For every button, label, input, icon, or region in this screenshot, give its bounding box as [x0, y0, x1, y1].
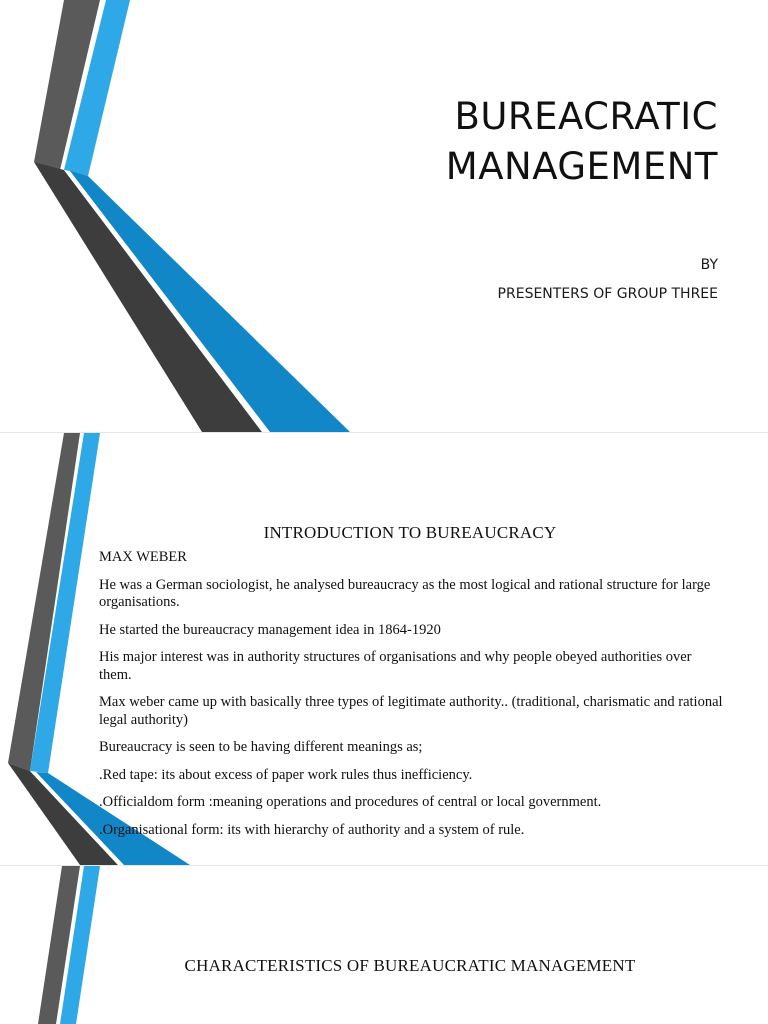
decorative-stripes: [0, 866, 200, 1024]
by-label: BY: [700, 257, 718, 273]
intro-paragraph: He was a German sociologist, he analysed bureaucracy as the most logical and rational structure for large organisations.: [99, 576, 711, 610]
characteristics-slide: [0, 866, 768, 1024]
intro-heading: INTRODUCTION TO BUREAUCRACY: [263, 523, 557, 542]
title-line-2: MANAGEMENT: [445, 145, 718, 188]
presenters-label: PRESENTERS OF GROUP THREE: [497, 286, 718, 302]
intro-paragraph: His major interest was in authority structures of organisations and why people obeyed authorities over them.: [99, 649, 692, 683]
intro-paragraph: .Officialdom form :meaning operations and procedures of central or local government.: [99, 794, 602, 810]
characteristics-heading: CHARACTERISTICS OF BUREAUCRATIC MANAGEMENT: [184, 956, 636, 975]
intro-paragraph: Bureaucracy is seen to be having different meanings as;: [99, 739, 423, 755]
intro-paragraph: Max weber came up with basically three types of legitimate authority.. (traditional, charismatic and rational legal authority): [99, 694, 723, 728]
title-slide: [0, 0, 768, 432]
intro-paragraph: .Organisational form: its with hierarchy of authority and a system of rule.: [99, 821, 525, 838]
intro-body: [99, 549, 724, 849]
decorative-stripes: [0, 0, 360, 432]
intro-slide: [0, 433, 768, 865]
title-line-1: BUREACRATIC: [454, 95, 718, 138]
intro-paragraph: MAX WEBER: [99, 549, 187, 565]
intro-paragraph: He started the bureaucracy management idea in 1864-1920: [99, 621, 441, 638]
slide-title: [118, 92, 718, 192]
intro-paragraph: .Red tape: its about excess of paper work rules thus inefficiency.: [99, 766, 473, 783]
